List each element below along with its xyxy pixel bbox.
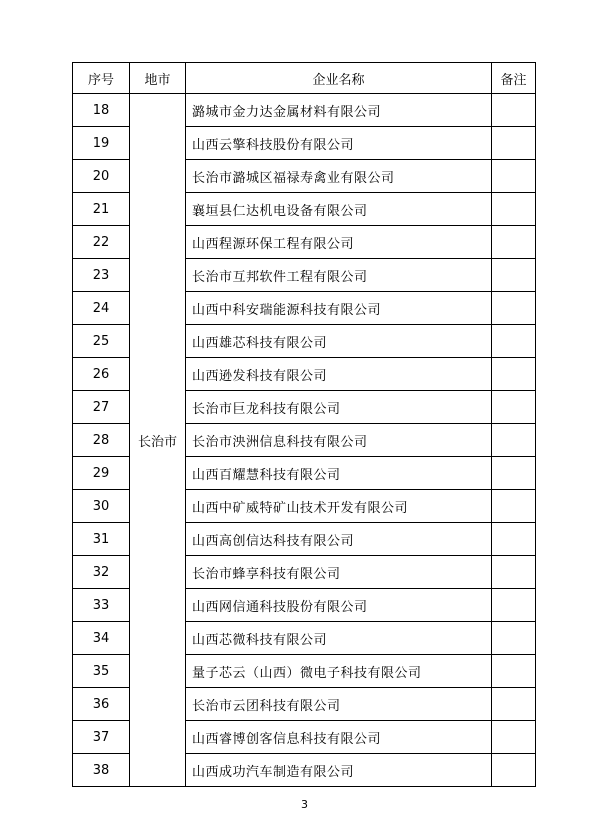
remarks-cell bbox=[492, 127, 536, 160]
remarks-cell bbox=[492, 226, 536, 259]
company-name-cell: 山西百耀慧科技有限公司 bbox=[186, 457, 492, 490]
serial-number-cell: 33 bbox=[73, 589, 130, 622]
header-city: 地市 bbox=[130, 63, 186, 94]
table-header bbox=[73, 63, 536, 94]
remarks-cell bbox=[492, 556, 536, 589]
company-name-cell: 山西雄芯科技有限公司 bbox=[186, 325, 492, 358]
company-name-cell: 长治市蜂享科技有限公司 bbox=[186, 556, 492, 589]
company-name-cell: 山西中科安瑞能源科技有限公司 bbox=[186, 292, 492, 325]
remarks-cell bbox=[492, 688, 536, 721]
company-name-cell: 长治市泱洲信息科技有限公司 bbox=[186, 424, 492, 457]
remarks-cell bbox=[492, 358, 536, 391]
company-name-cell: 潞城市金力达金属材料有限公司 bbox=[186, 94, 492, 127]
header-row bbox=[73, 63, 536, 94]
city-cell: 长治市 bbox=[130, 94, 186, 787]
company-name-cell: 山西云擎科技股份有限公司 bbox=[186, 127, 492, 160]
company-name-cell: 山西程源环保工程有限公司 bbox=[186, 226, 492, 259]
header-company-name: 企业名称 bbox=[186, 63, 492, 94]
serial-number-cell: 34 bbox=[73, 622, 130, 655]
serial-number-cell: 21 bbox=[73, 193, 130, 226]
remarks-cell bbox=[492, 754, 536, 787]
enterprise-table bbox=[72, 62, 536, 787]
serial-number-cell: 29 bbox=[73, 457, 130, 490]
remarks-cell bbox=[492, 424, 536, 457]
serial-number-cell: 28 bbox=[73, 424, 130, 457]
serial-number-cell: 38 bbox=[73, 754, 130, 787]
remarks-cell bbox=[492, 655, 536, 688]
serial-number-cell: 35 bbox=[73, 655, 130, 688]
serial-number-cell: 19 bbox=[73, 127, 130, 160]
serial-number-cell: 23 bbox=[73, 259, 130, 292]
header-remarks: 备注 bbox=[492, 63, 536, 94]
company-name-cell: 长治市云团科技有限公司 bbox=[186, 688, 492, 721]
serial-number-cell: 25 bbox=[73, 325, 130, 358]
company-name-cell: 山西中矿威特矿山技术开发有限公司 bbox=[186, 490, 492, 523]
remarks-cell bbox=[492, 193, 536, 226]
serial-number-cell: 32 bbox=[73, 556, 130, 589]
header-serial: 序号 bbox=[73, 63, 130, 94]
company-name-cell: 山西成功汽车制造有限公司 bbox=[186, 754, 492, 787]
remarks-cell bbox=[492, 457, 536, 490]
company-name-cell: 山西网信通科技股份有限公司 bbox=[186, 589, 492, 622]
remarks-cell bbox=[492, 589, 536, 622]
remarks-cell bbox=[492, 325, 536, 358]
company-name-cell: 襄垣县仁达机电设备有限公司 bbox=[186, 193, 492, 226]
serial-number-cell: 31 bbox=[73, 523, 130, 556]
company-name-cell: 长治市巨龙科技有限公司 bbox=[186, 391, 492, 424]
company-name-cell: 长治市互邦软件工程有限公司 bbox=[186, 259, 492, 292]
remarks-cell bbox=[492, 490, 536, 523]
remarks-cell bbox=[492, 523, 536, 556]
remarks-cell bbox=[492, 160, 536, 193]
serial-number-cell: 24 bbox=[73, 292, 130, 325]
serial-number-cell: 27 bbox=[73, 391, 130, 424]
serial-number-cell: 20 bbox=[73, 160, 130, 193]
company-name-cell: 山西逊发科技有限公司 bbox=[186, 358, 492, 391]
serial-number-cell: 22 bbox=[73, 226, 130, 259]
table-body bbox=[73, 94, 536, 787]
serial-number-cell: 37 bbox=[73, 721, 130, 754]
serial-number-cell: 30 bbox=[73, 490, 130, 523]
remarks-cell bbox=[492, 721, 536, 754]
serial-number-cell: 26 bbox=[73, 358, 130, 391]
serial-number-cell: 36 bbox=[73, 688, 130, 721]
company-name-cell: 量子芯云（山西）微电子科技有限公司 bbox=[186, 655, 492, 688]
remarks-cell bbox=[492, 391, 536, 424]
remarks-cell bbox=[492, 292, 536, 325]
enterprise-table-container bbox=[72, 62, 535, 787]
remarks-cell bbox=[492, 259, 536, 292]
serial-number-cell: 18 bbox=[73, 94, 130, 127]
page-number: 3 bbox=[301, 798, 308, 811]
remarks-cell bbox=[492, 622, 536, 655]
table-row bbox=[73, 94, 536, 127]
company-name-cell: 山西睿博创客信息科技有限公司 bbox=[186, 721, 492, 754]
company-name-cell: 山西高创信达科技有限公司 bbox=[186, 523, 492, 556]
remarks-cell bbox=[492, 94, 536, 127]
company-name-cell: 长治市潞城区福禄寿禽业有限公司 bbox=[186, 160, 492, 193]
company-name-cell: 山西芯微科技有限公司 bbox=[186, 622, 492, 655]
